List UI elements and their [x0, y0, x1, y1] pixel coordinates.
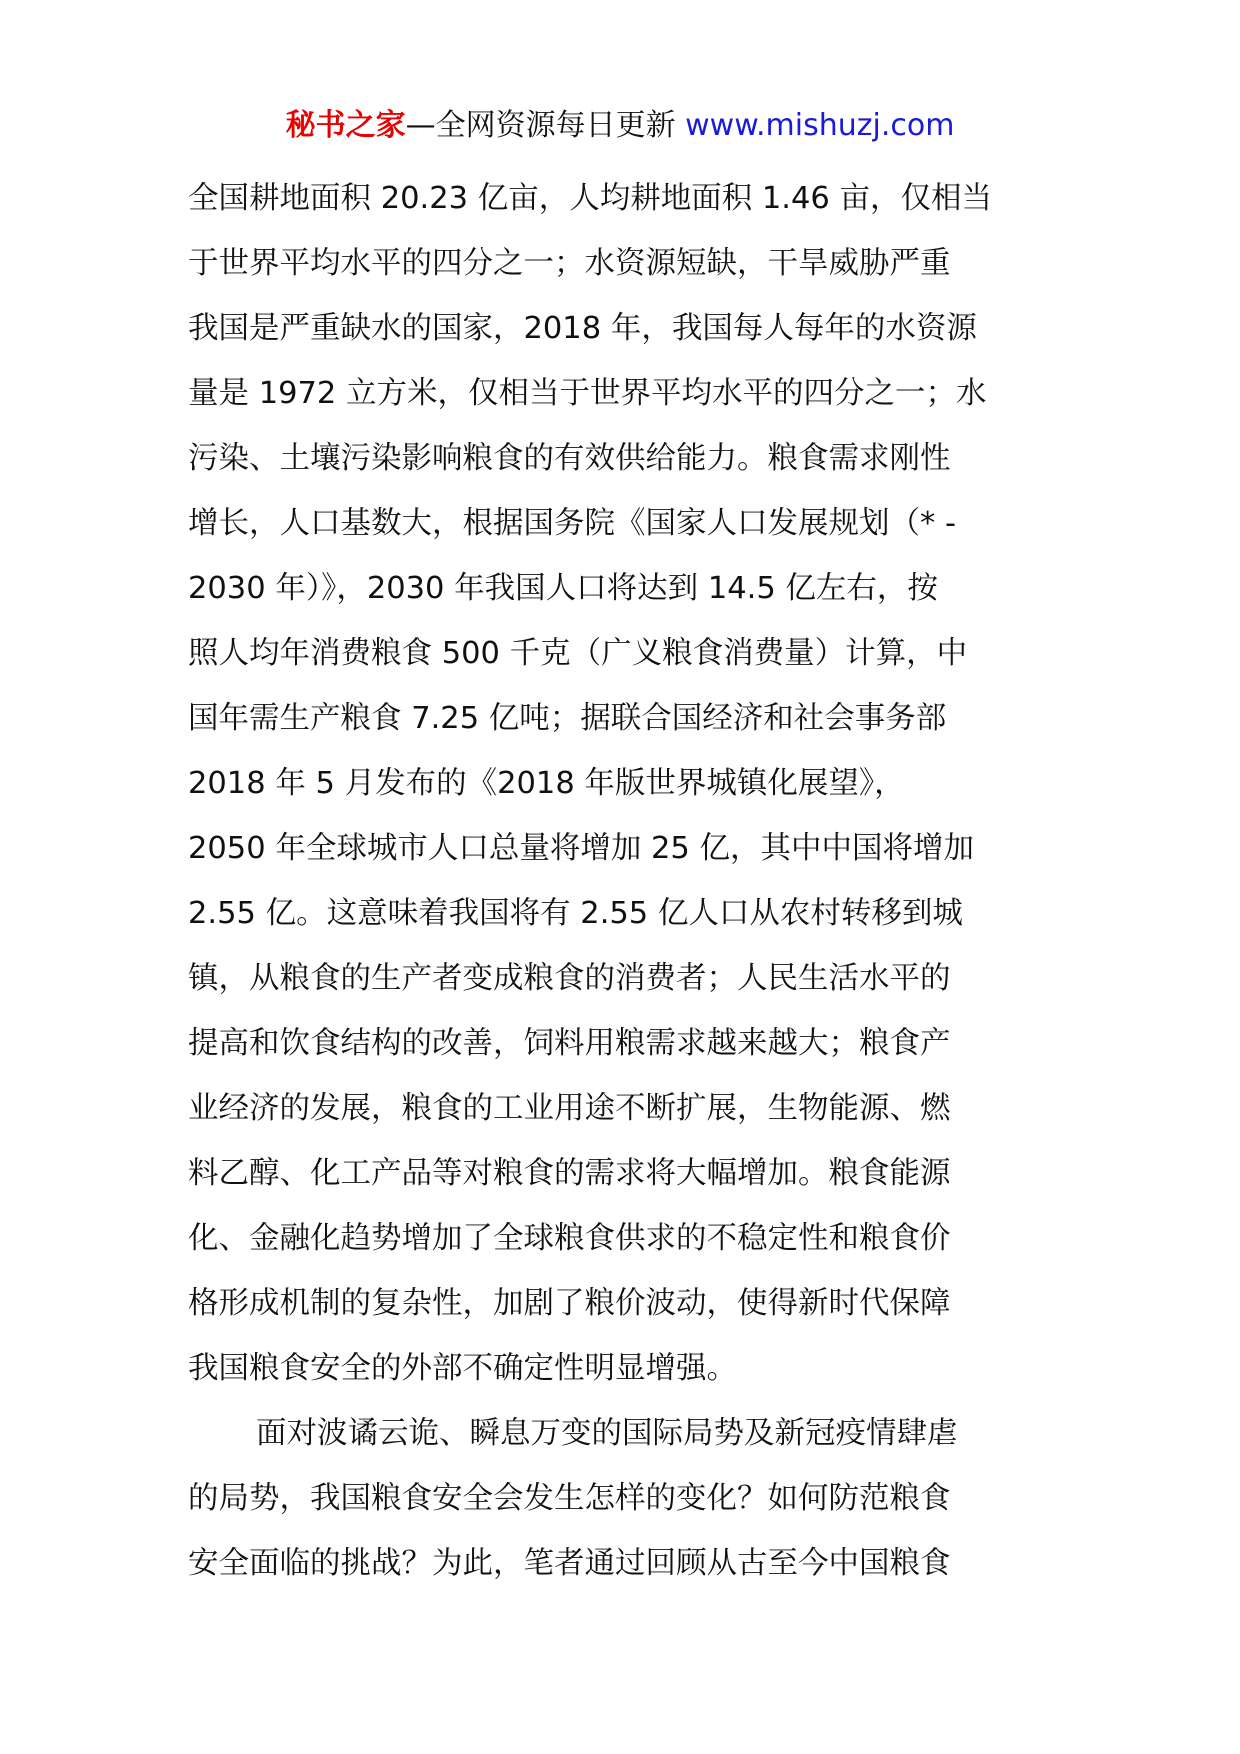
- text-line: 我国是严重缺水的国家，2018 年，我国每人每年的水资源: [188, 311, 977, 346]
- text-line: 镇，从粮食的生产者变成粮食的消费者；人民生活水平的: [188, 961, 951, 996]
- text-line: 2050 年全球城市人口总量将增加 25 亿，其中中国将增加: [188, 831, 975, 866]
- site-url-link[interactable]: www.mishuzj.com: [685, 108, 955, 143]
- text-line: 2018 年 5 月发布的《2018 年版世界城镇化展望》，: [188, 766, 905, 801]
- text-line: 2030 年）》，2030 年我国人口将达到 14.5 亿左右，按: [188, 571, 938, 606]
- text-line: 国年需生产粮食 7.25 亿吨；据联合国经济和社会事务部: [188, 701, 947, 736]
- text-line: 的局势，我国粮食安全会发生怎样的变化？如何防范粮食: [188, 1481, 951, 1516]
- text-line: 料乙醇、化工产品等对粮食的需求将大幅增加。粮食能源: [188, 1156, 951, 1191]
- text-line: 增长，人口基数大，根据国务院《国家人口发展规划（* -: [188, 506, 956, 541]
- paragraph-start-line: 面对波谲云诡、瞬息万变的国际局势及新冠疫情肆虐: [256, 1416, 958, 1451]
- site-header: [0, 104, 1240, 148]
- text-line: 2.55 亿。这意味着我国将有 2.55 亿人口从农村转移到城: [188, 896, 963, 931]
- brand-name: 秘书之家: [285, 108, 406, 143]
- text-line: 量是 1972 立方米，仅相当于世界平均水平的四分之一；水: [188, 376, 987, 411]
- text-line: 于世界平均水平的四分之一；水资源短缺，干旱威胁严重: [188, 246, 951, 281]
- text-line: 污染、土壤污染影响粮食的有效供给能力。粮食需求刚性: [188, 441, 951, 476]
- text-line: 化、金融化趋势增加了全球粮食供求的不稳定性和粮食价: [188, 1221, 951, 1256]
- text-line: 全国耕地面积 20.23 亿亩，人均耕地面积 1.46 亩，仅相当: [188, 181, 993, 216]
- text-line: 安全面临的挑战？为此，笔者通过回顾从古至今中国粮食: [188, 1546, 951, 1581]
- text-line: 我国粮食安全的外部不确定性明显增强。: [188, 1351, 737, 1386]
- text-line: 提高和饮食结构的改善，饲料用粮需求越来越大；粮食产: [188, 1026, 951, 1061]
- document-body: [188, 166, 1068, 1596]
- text-line: 业经济的发展，粮食的工业用途不断扩展，生物能源、燃: [188, 1091, 951, 1126]
- header-tagline: —全网资源每日更新: [405, 108, 686, 143]
- text-line: 照人均年消费粮食 500 千克（广义粮食消费量）计算，中: [188, 636, 968, 671]
- text-line: 格形成机制的复杂性，加剧了粮价波动，使得新时代保障: [188, 1286, 951, 1321]
